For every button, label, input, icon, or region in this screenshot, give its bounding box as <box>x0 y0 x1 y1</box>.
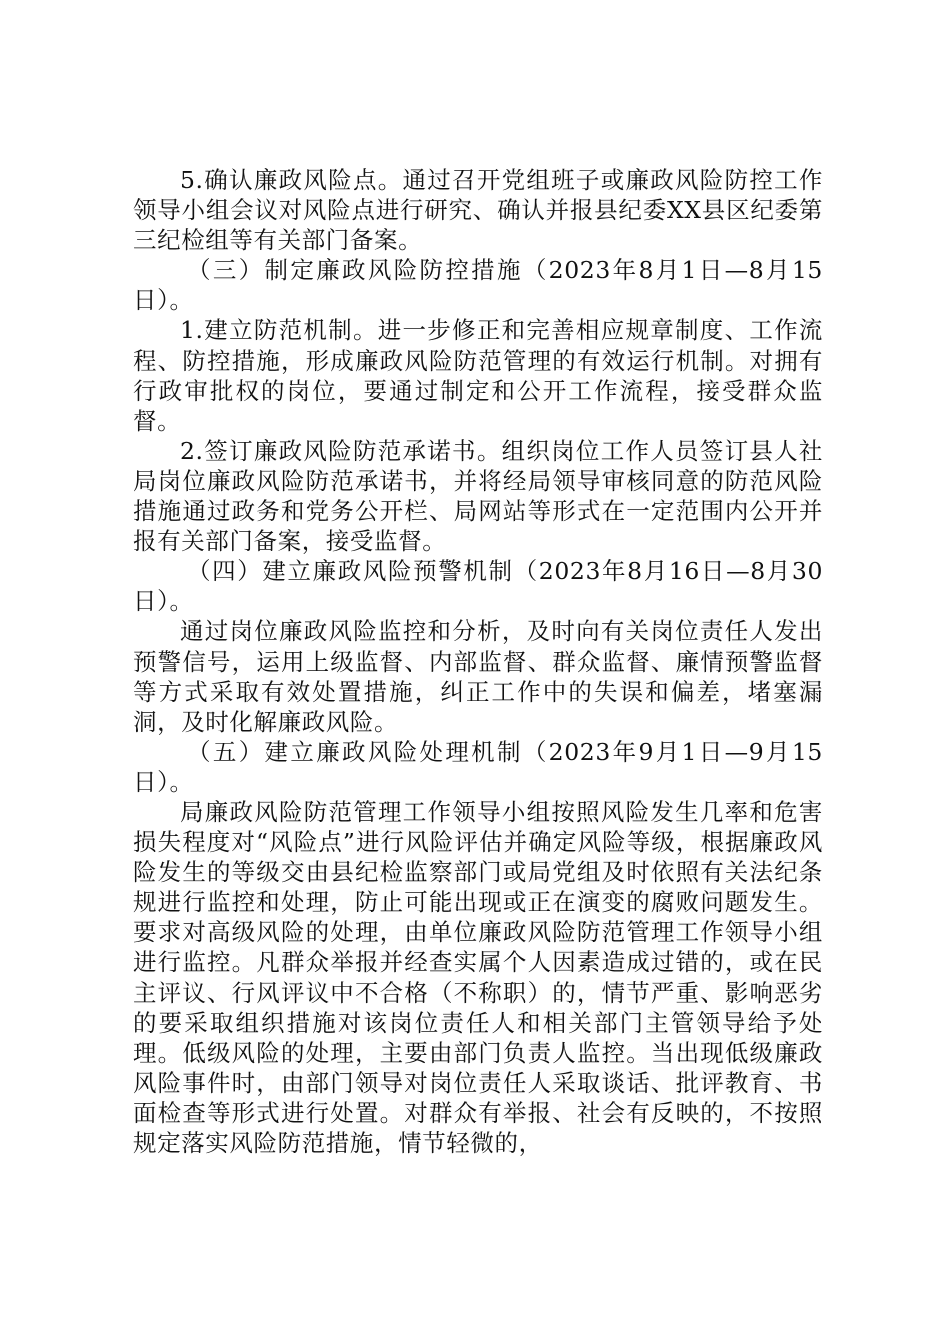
section-heading-5: （五）建立廉政风险处理机制（2023年9月1日—9月15日）。 <box>133 737 823 796</box>
paragraph-commitment-letter: 2.签订廉政风险防范承诺书。组织岗位工作人员签订县人社局岗位廉政风险防范承诺书，并将经局领导审核同意的防范风险措施通过政务和党务公开栏、局网站等形式在一定范围内公开并报有关部门备案，接受监督。 <box>133 436 823 556</box>
paragraph-handling-mechanism: 局廉政风险防范管理工作领导小组按照风险发生几率和危害损失程度对“风险点”进行风险评估并确定风险等级，根据廉政风险发生的等级交由县纪检监察部门或局党组及时依照有关法纪条规进行监控和处理，防止可能出现或正在演变的腐败问题发生。要求对高级风险的处理，由单位廉政风险防范管理工作领导小组进行监控。凡群众举报并经查实属个人因素造成过错的，或在民主评议、行风评议中不合格（不称职）的，情节严重、影响恶劣的要采取组织措施对该岗位责任人和相关部门主管领导给予处理。低级风险的处理，主要由部门负责人监控。当出现低级廉政风险事件时，由部门领导对岗位责任人采取谈话、批评教育、书面检查等形式进行处置。对群众有举报、社会有反映的，不按照规定落实风险防范措施，情节轻微的， <box>133 797 823 1157</box>
document-body <box>133 165 823 1158</box>
paragraph-warning-mechanism: 通过岗位廉政风险监控和分析，及时向有关岗位责任人发出预警信号，运用上级监督、内部监督、群众监督、廉情预警监督等方式采取有效处置措施，纠正工作中的失误和偏差，堵塞漏洞，及时化解廉政风险。 <box>133 617 823 736</box>
paragraph-confirm-risk-points: 5.确认廉政风险点。通过召开党组班子或廉政风险防控工作领导小组会议对风险点进行研究、确认并报县纪委XX县区纪委第三纪检组等有关部门备案。 <box>133 166 823 255</box>
section-heading-3: （三）制定廉政风险防控措施（2023年8月1日—8月15日）。 <box>133 256 823 315</box>
section-heading-4: （四）建立廉政风险预警机制（2023年8月16日—8月30日）。 <box>133 557 823 616</box>
paragraph-prevention-mechanism: 1.建立防范机制。进一步修正和完善相应规章制度、工作流程、防控措施，形成廉政风险防范管理的有效运行机制。对拥有行政审批权的岗位，要通过制定和公开工作流程，接受群众监督。 <box>133 316 823 435</box>
